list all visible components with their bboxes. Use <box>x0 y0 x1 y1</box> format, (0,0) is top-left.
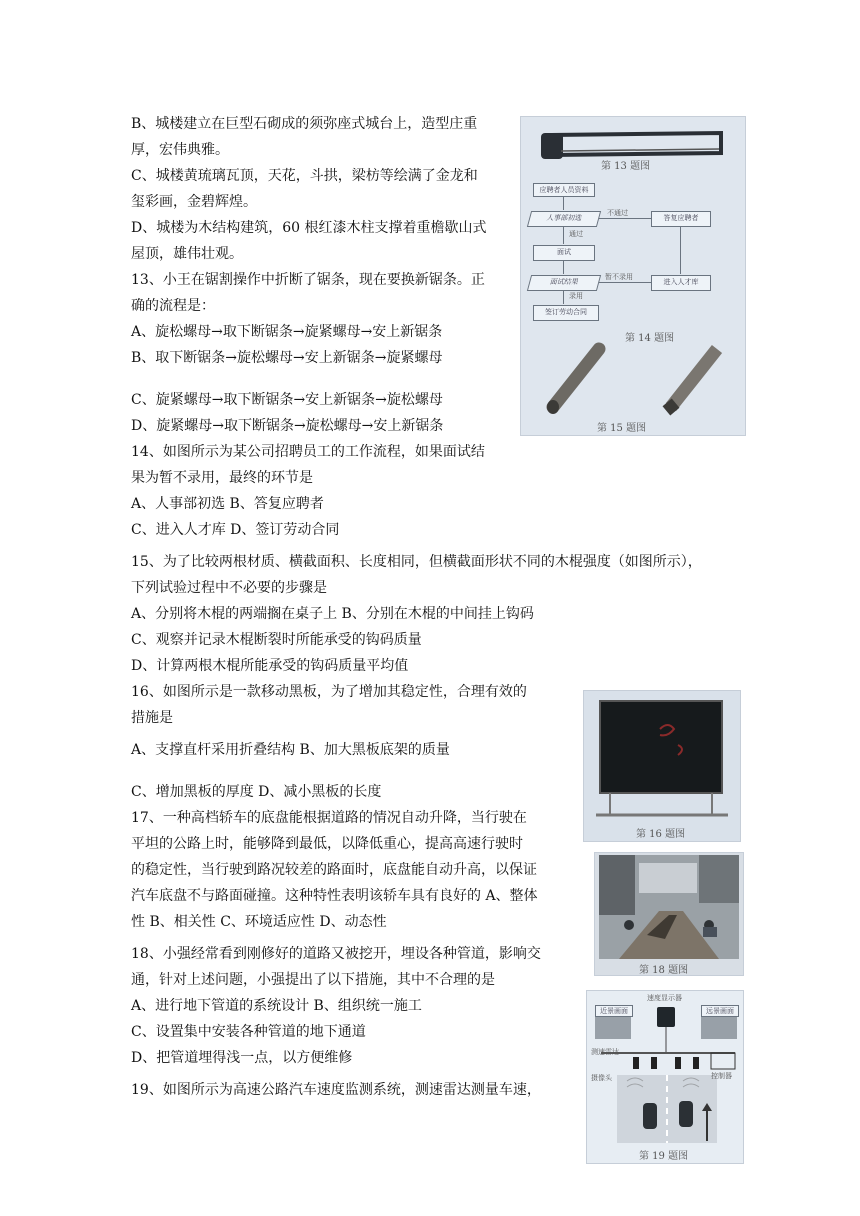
blackboard-figure <box>590 695 734 821</box>
text-line: 18、小强经常看到刚修好的道路又被挖开，埋设各种管道，影响交 <box>131 946 541 962</box>
caption-fig13: 第 13 题图 <box>601 161 651 172</box>
caption-fig19: 第 19 题图 <box>639 1151 689 1162</box>
caption-fig16: 第 16 题图 <box>636 829 686 840</box>
flow-label-not-hired: 暂不录用 <box>605 273 633 281</box>
recruitment-flowchart <box>521 177 745 327</box>
text-line: D、旋紧螺母→取下断锯条→旋松螺母→安上新锯条 <box>131 418 444 434</box>
figure-18-road-photo <box>594 852 744 976</box>
flow-start: 应聘者人员资料 <box>533 183 595 197</box>
label-far: 远景画面 <box>701 1005 739 1017</box>
text-line: C、城楼黄琉璃瓦顶，天花，斗拱，梁枋等绘满了金龙和 <box>131 168 478 184</box>
text-line: 汽车底盘不与路面碰撞。这种特性表明该轿车具有良好的 A、整体 <box>131 888 538 904</box>
flow-label-hired: 录用 <box>569 292 583 300</box>
flow-result: 面试结果 <box>527 275 601 291</box>
label-near: 近景画面 <box>595 1005 633 1017</box>
flow-interview: 面试 <box>533 245 595 261</box>
text-line: 15、为了比较两根材质、横截面积、长度相同，但横截面形状不同的木棍强度（如图所示）， <box>131 554 702 570</box>
text-line: 措施是 <box>131 710 173 726</box>
text-line: 14、如图所示为某公司招聘员工的工作流程，如果面试结 <box>131 444 485 460</box>
text-line: 厚，宏伟典雅。 <box>131 142 229 158</box>
label-camera: 摄像头 <box>591 1074 612 1082</box>
flow-screen: 人事部初选 <box>527 211 601 227</box>
text-line: D、计算两根木棍所能承受的钩码质量平均值 <box>131 658 409 674</box>
text-line: 下列试验过程中不必要的步骤是 <box>131 580 327 596</box>
figure-19-speed-system <box>586 990 744 1164</box>
flow-talent: 进入人才库 <box>651 275 711 291</box>
text-line: A、支撑直杆采用折叠结构 B、加大黑板底架的质量 <box>131 742 450 758</box>
text-line: 平坦的公路上时，能够降到最低，以降低重心，提高高速行驶时 <box>131 836 523 852</box>
flow-reply: 答复应聘者 <box>651 211 711 227</box>
text-line: 玺彩画，金碧辉煌。 <box>131 194 257 210</box>
figure-16-blackboard <box>583 690 741 842</box>
text-line: 果为暂不录用，最终的环节是 <box>131 470 313 486</box>
text-line: 屋顶，雄伟壮观。 <box>131 246 243 262</box>
text-line: A、进行地下管道的系统设计 B、组织统一施工 <box>131 998 422 1014</box>
text-line: C、进入人才库 D、签订劳动合同 <box>131 522 340 538</box>
text-line: 17、一种高档轿车的底盘能根据道路的情况自动升降，当行驶在 <box>131 810 527 826</box>
text-line: A、分别将木棍的两端搁在桌子上 B、分别在木棍的中间挂上钩码 <box>131 606 534 622</box>
label-controller: 控制器 <box>711 1072 732 1080</box>
caption-fig15: 第 15 题图 <box>597 423 647 434</box>
flow-label-pass: 通过 <box>569 230 583 238</box>
text-line: C、设置集中安装各种管道的地下通道 <box>131 1024 366 1040</box>
text-line: 的稳定性，当行驶到路况较差的路面时，底盘能自动升高，以保证 <box>131 862 537 878</box>
flow-label-no-pass: 不通过 <box>607 209 628 217</box>
text-line: C、旋紧螺母→取下断锯条→安上新锯条→旋松螺母 <box>131 392 443 408</box>
text-line: D、城楼为木结构建筑，60 根红漆木柱支撑着重檐歇山式 <box>131 220 487 236</box>
text-line: 性 B、相关性 C、环境适应性 D、动态性 <box>131 914 387 930</box>
label-radar: 测速雷达 <box>591 1048 619 1056</box>
text-line: C、观察并记录木棍断裂时所能承受的钩码质量 <box>131 632 422 648</box>
text-line: C、增加黑板的厚度 D、减小黑板的长度 <box>131 784 382 800</box>
text-line: 19、如图所示为高速公路汽车速度监测系统，测速雷达测量车速， <box>131 1082 541 1098</box>
text-line: D、把管道埋得浅一点，以方便维修 <box>131 1050 353 1066</box>
label-display: 速度显示器 <box>647 994 682 1002</box>
road-construction-photo <box>599 855 739 959</box>
caption-fig14: 第 14 题图 <box>625 333 675 344</box>
text-line: A、人事部初选 B、答复应聘者 <box>131 496 324 512</box>
text-line: 确的流程是： <box>131 298 215 314</box>
figure-panel-13-15 <box>520 116 746 436</box>
flow-contract: 签订劳动合同 <box>533 305 599 321</box>
wooden-sticks-figure <box>541 339 731 417</box>
text-line: B、取下断锯条→旋松螺母→安上新锯条→旋紧螺母 <box>131 350 443 366</box>
text-line: B、城楼建立在巨型石砌成的须弥座式城台上，造型庄重 <box>131 116 478 132</box>
text-line: 通，针对上述问题，小强提出了以下措施，其中不合理的是 <box>131 972 495 988</box>
text-line: 16、如图所示是一款移动黑板，为了增加其稳定性，合理有效的 <box>131 684 527 700</box>
text-line: 13、小王在锯割操作中折断了锯条，现在要换新锯条。正 <box>131 272 485 288</box>
caption-fig18: 第 18 题图 <box>639 965 689 976</box>
text-line: A、旋松螺母→取下断锯条→旋紧螺母→安上新锯条 <box>131 324 443 340</box>
